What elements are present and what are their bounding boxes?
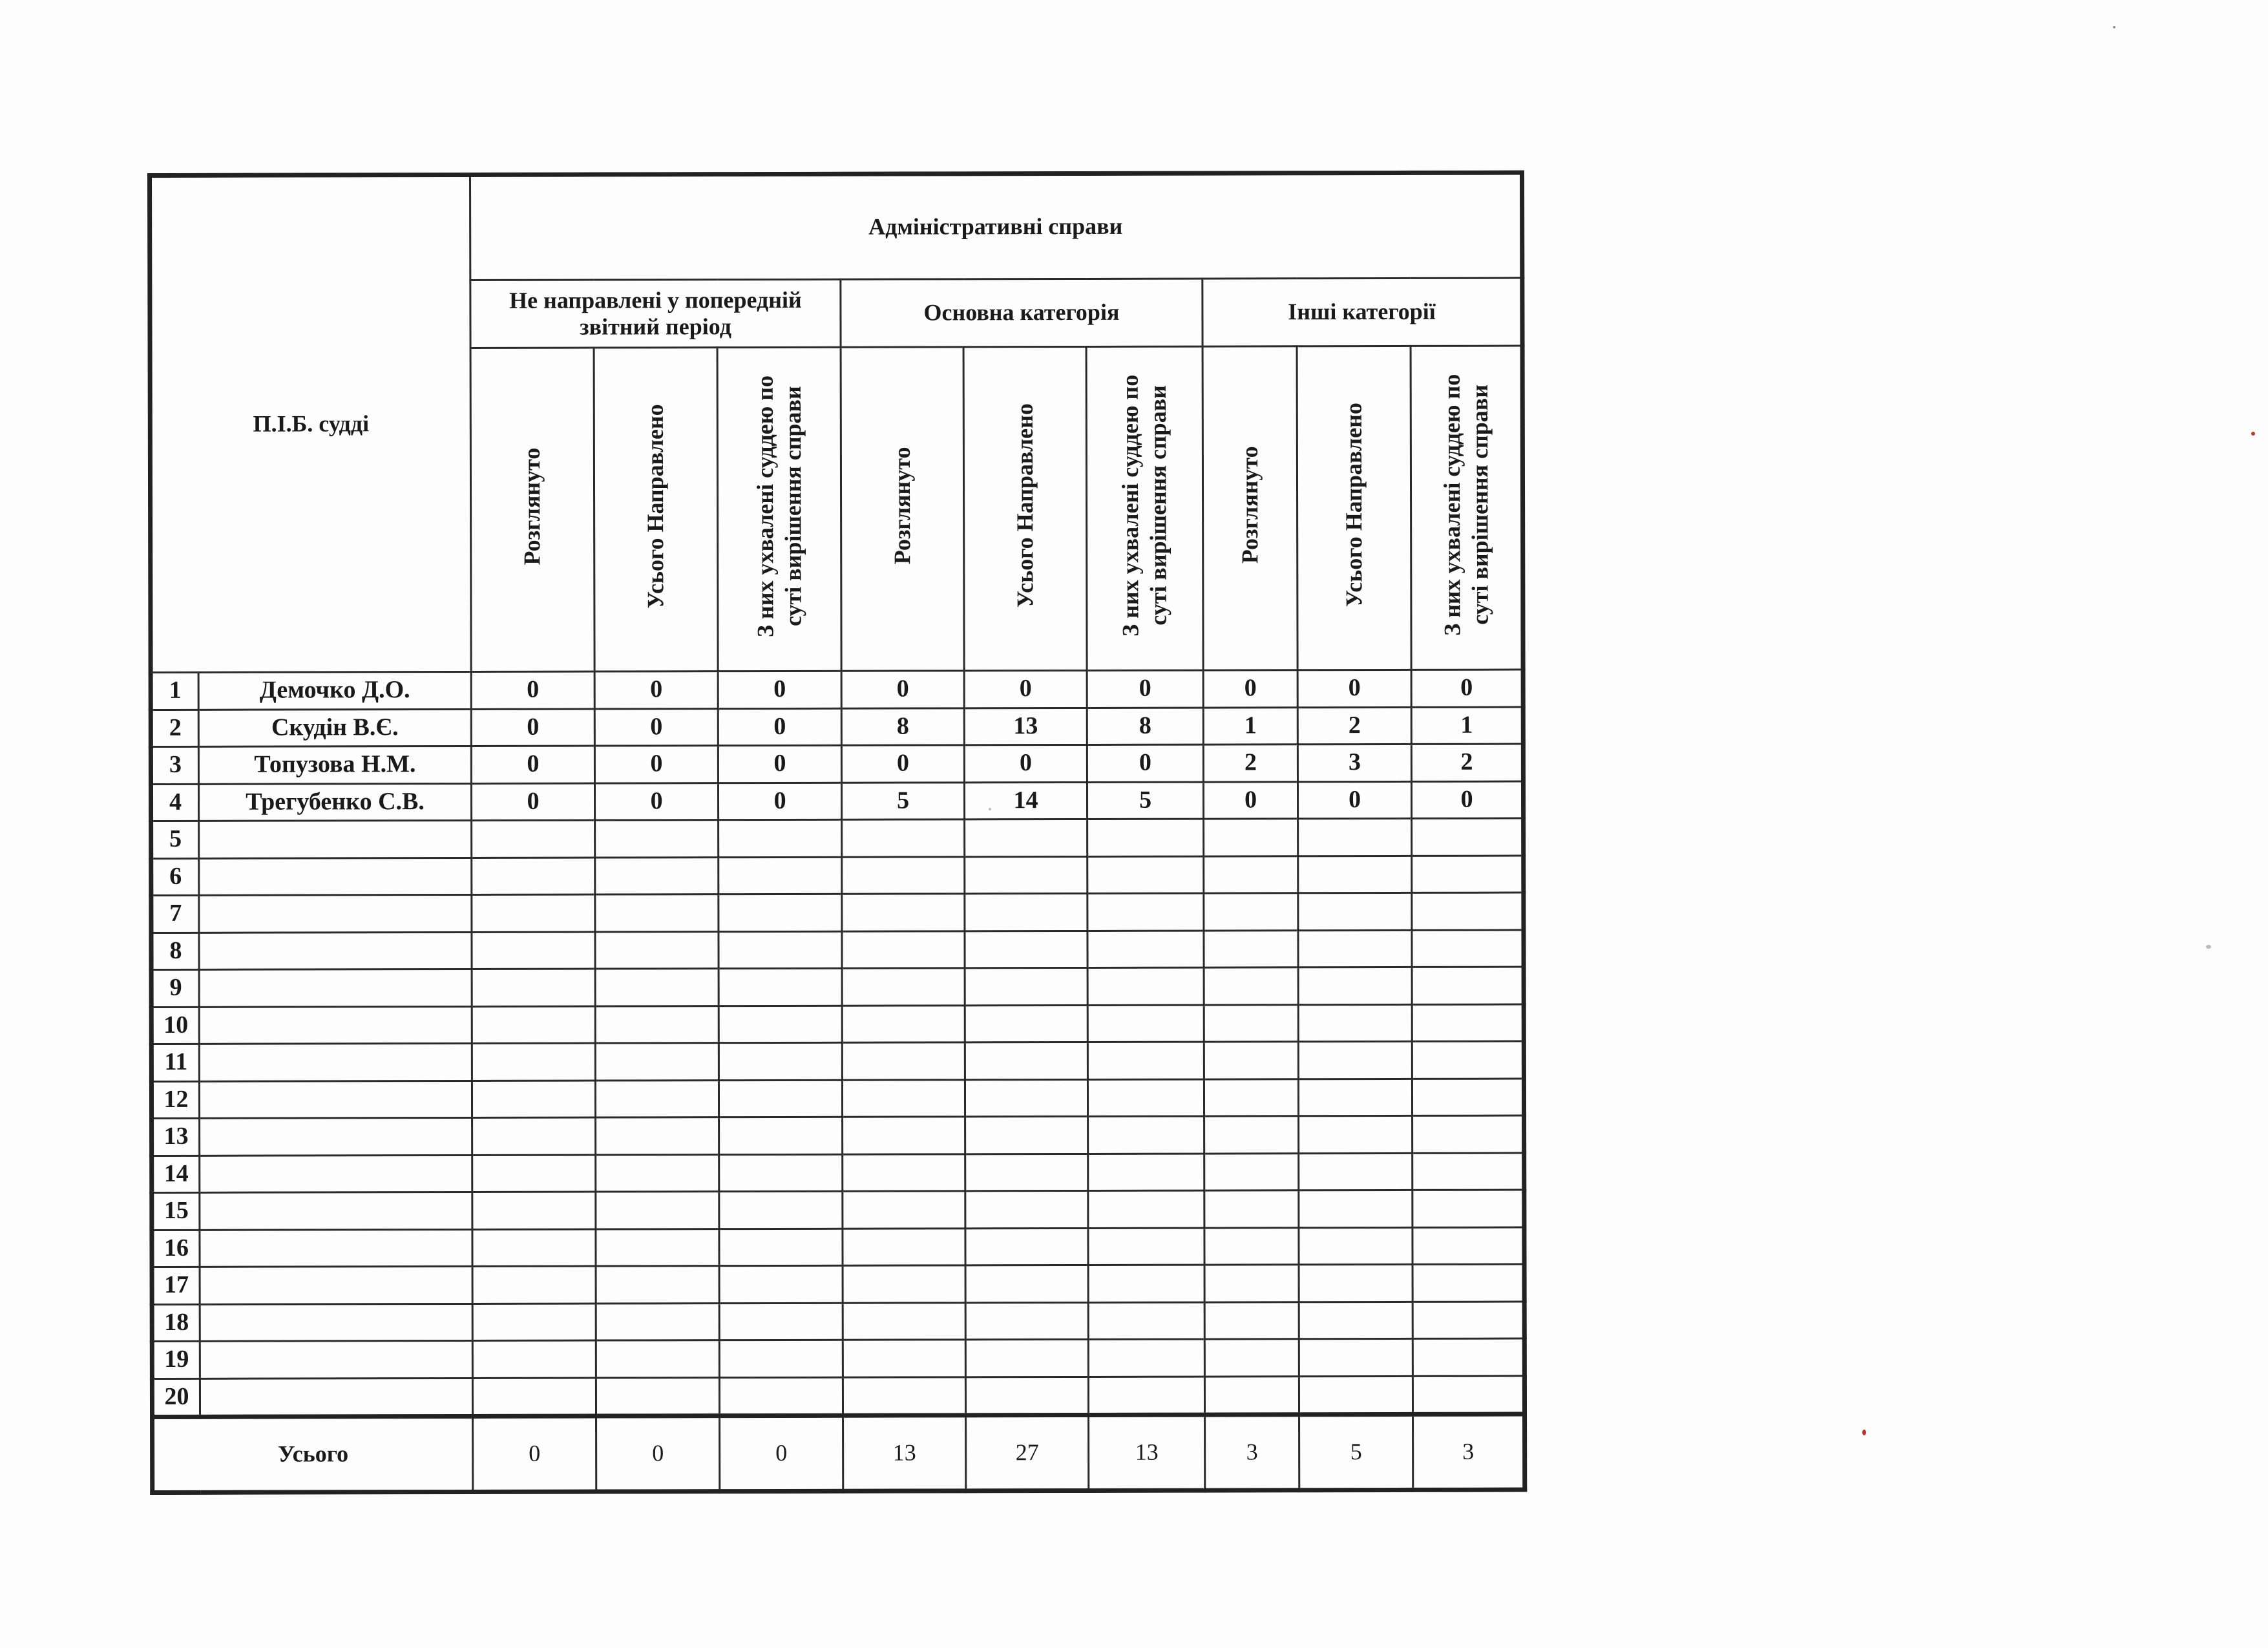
value-cell: 0 (964, 745, 1087, 782)
value-cell: 0 (1087, 670, 1203, 708)
value-cell (472, 858, 595, 895)
table-row (151, 670, 1523, 710)
value-cell (1412, 1115, 1524, 1153)
value-cell (1204, 1079, 1298, 1116)
row-number: 16 (152, 1230, 200, 1267)
value-cell: 0 (594, 708, 718, 746)
judge-name: Демочко Д.О. (198, 671, 471, 709)
row-number: 3 (151, 746, 198, 784)
value-cell (843, 1117, 965, 1154)
row-number: 2 (151, 710, 198, 747)
column-header-label: З них ухвалені суддею по суті вирішення справи (1438, 374, 1493, 636)
value-cell (719, 1006, 842, 1043)
value-cell (472, 1043, 595, 1081)
value-cell (1412, 1302, 1524, 1339)
value-cell (1412, 1079, 1524, 1116)
judge-name-header: П.І.Б. судді (150, 174, 472, 672)
value-cell: 0 (1203, 670, 1297, 708)
value-cell (1088, 1265, 1204, 1302)
value-cell (719, 1080, 842, 1117)
value-cell (719, 1265, 843, 1303)
value-cell: 0 (964, 670, 1087, 708)
judge-name (200, 1155, 472, 1192)
value-cell (965, 1116, 1088, 1154)
value-cell (842, 1005, 965, 1042)
value-cell (1298, 1004, 1412, 1042)
judge-name (199, 969, 472, 1006)
value-cell (1087, 1005, 1204, 1042)
value-cell (965, 967, 1087, 1005)
judge-name: Трегубенко С.В. (198, 783, 471, 821)
judge-name: Скудін В.Є. (198, 709, 471, 746)
column-header (470, 348, 594, 671)
judge-name (199, 820, 472, 858)
value-cell: 3 (1297, 744, 1411, 781)
row-number: 11 (151, 1044, 199, 1081)
judge-name (200, 1229, 472, 1267)
value-cell (719, 1042, 842, 1080)
value-cell (1088, 1190, 1204, 1228)
value-cell (843, 1377, 965, 1415)
value-cell (1204, 893, 1298, 931)
value-cell (1299, 1376, 1412, 1415)
table-row (151, 781, 1523, 821)
value-cell (719, 1340, 843, 1377)
value-cell: 8 (1087, 708, 1203, 745)
value-cell (1204, 1227, 1299, 1265)
value-cell (595, 1043, 719, 1081)
value-cell (1204, 930, 1298, 967)
value-cell (1204, 1042, 1298, 1079)
value-cell: 0 (594, 671, 718, 709)
table-row (152, 1302, 1524, 1342)
value-cell (1412, 1376, 1524, 1415)
value-cell (472, 969, 595, 1006)
column-header-label: Усього Направлено (1011, 403, 1038, 608)
value-cell (842, 931, 965, 968)
scan-speck (989, 808, 991, 810)
table-row (151, 707, 1523, 747)
value-cell (472, 820, 595, 858)
group-header-other-categories: Інші категорії (1202, 278, 1522, 346)
value-cell (1412, 1004, 1524, 1042)
column-header-label: Розглянуто (1236, 446, 1263, 564)
cases-report-table (147, 171, 1527, 1495)
row-number: 20 (152, 1379, 200, 1417)
value-cell (1087, 967, 1204, 1005)
value-cell (843, 1302, 965, 1340)
value-cell (1412, 1153, 1524, 1190)
value-cell (719, 894, 842, 931)
value-cell (595, 1006, 719, 1043)
value-cell (1204, 1116, 1299, 1154)
total-value: 13 (843, 1415, 966, 1491)
value-cell (1412, 1190, 1524, 1227)
total-value: 0 (473, 1416, 596, 1492)
total-value: 0 (720, 1415, 843, 1491)
judge-name (199, 1006, 472, 1044)
value-cell (1299, 1153, 1412, 1190)
value-cell (1299, 1190, 1412, 1227)
value-cell (719, 1377, 843, 1416)
value-cell (472, 1304, 596, 1341)
value-cell (595, 969, 719, 1006)
value-cell (1204, 1302, 1299, 1339)
judge-name (200, 1266, 472, 1304)
value-cell (965, 1042, 1087, 1079)
row-number: 14 (152, 1156, 200, 1193)
value-cell (472, 1340, 596, 1378)
table-row (151, 744, 1523, 784)
judge-name (199, 858, 472, 895)
value-cell (595, 931, 719, 969)
value-cell (843, 1265, 965, 1303)
value-cell: 0 (718, 671, 841, 708)
value-cell (719, 819, 842, 857)
value-cell (843, 1154, 965, 1191)
value-cell (719, 1154, 843, 1192)
value-cell (965, 1079, 1087, 1117)
value-cell (1204, 856, 1298, 893)
value-cell (719, 931, 842, 969)
value-cell (842, 1042, 965, 1080)
table-row (152, 1338, 1524, 1379)
value-cell: 8 (841, 708, 964, 745)
value-cell (596, 1266, 719, 1304)
value-cell (596, 1377, 719, 1416)
row-number: 1 (151, 672, 198, 710)
value-cell (596, 1192, 719, 1229)
group-header-not-sent: Не направлені у попередній звітний період (470, 279, 841, 348)
value-cell (1412, 930, 1524, 967)
column-header-label: Розглянуто (519, 448, 545, 565)
value-cell (1299, 1227, 1412, 1265)
table-row (151, 1041, 1524, 1081)
judge-name (199, 1081, 472, 1118)
judge-name (200, 1378, 472, 1417)
value-cell (842, 856, 965, 894)
value-cell: 2 (1297, 707, 1411, 745)
column-header-label: З них ухвалені суддею по суті вирішення справи (1117, 374, 1171, 637)
value-cell (965, 819, 1087, 856)
value-cell (965, 893, 1087, 931)
value-cell (965, 1265, 1088, 1302)
value-cell: 0 (841, 671, 964, 708)
table-row (152, 1190, 1524, 1230)
total-value: 3 (1205, 1415, 1299, 1490)
value-cell: 0 (718, 745, 841, 783)
row-number: 6 (151, 858, 199, 896)
value-cell (1298, 930, 1412, 967)
value-cell (1412, 1041, 1524, 1079)
total-row (152, 1414, 1525, 1492)
column-header-label: З них ухвалені суддею по суті вирішення справи (751, 375, 806, 637)
value-cell (595, 820, 719, 858)
value-cell (1412, 893, 1524, 930)
total-value: 0 (596, 1416, 720, 1492)
value-cell (1087, 819, 1204, 856)
column-header-label: Розглянуто (888, 447, 916, 565)
column-header (594, 348, 718, 671)
value-cell (1299, 1115, 1412, 1153)
value-cell (719, 1229, 843, 1266)
value-cell (965, 1339, 1088, 1377)
value-cell (596, 1154, 719, 1192)
judge-name (200, 1304, 472, 1341)
value-cell (719, 1191, 843, 1229)
column-header (963, 346, 1087, 670)
value-cell (1299, 1264, 1412, 1302)
value-cell (1412, 967, 1524, 1004)
value-cell (1298, 967, 1412, 1004)
table-row (151, 1004, 1524, 1044)
value-cell: 0 (718, 708, 841, 746)
row-number: 17 (152, 1267, 200, 1304)
value-cell: 5 (1087, 782, 1203, 819)
value-cell: 0 (1297, 670, 1411, 707)
value-cell (843, 1340, 965, 1377)
value-cell: 14 (964, 782, 1087, 819)
value-cell (1087, 1079, 1204, 1117)
value-cell (719, 1303, 843, 1340)
header-title-row (150, 173, 1522, 280)
value-cell (1088, 1339, 1204, 1377)
value-cell (472, 1155, 596, 1192)
value-cell (1088, 1302, 1204, 1340)
value-cell (1412, 1264, 1524, 1302)
total-value: 3 (1413, 1414, 1525, 1490)
value-cell (1204, 1004, 1298, 1042)
value-cell: 0 (471, 671, 594, 709)
table-row (152, 1227, 1524, 1267)
column-header (717, 347, 841, 671)
value-cell (965, 856, 1087, 894)
value-cell (1412, 1338, 1524, 1376)
value-cell (595, 894, 719, 932)
column-header (841, 347, 964, 671)
value-cell (843, 1191, 965, 1229)
value-cell (1087, 893, 1204, 931)
judge-name (199, 894, 472, 932)
table-row (152, 1115, 1524, 1156)
value-cell (1204, 967, 1298, 1005)
row-number: 18 (152, 1304, 200, 1342)
column-header-label: Усього Направлено (1340, 403, 1367, 607)
row-number: 13 (152, 1118, 200, 1156)
value-cell (472, 1229, 596, 1267)
row-number: 12 (151, 1081, 199, 1119)
value-cell (472, 932, 595, 969)
value-cell: 0 (1087, 745, 1203, 782)
judge-name: Топузова Н.М. (198, 746, 471, 783)
judge-name (200, 1117, 472, 1155)
value-cell (472, 1192, 596, 1229)
value-cell: 1 (1411, 707, 1523, 745)
value-cell (719, 857, 842, 894)
value-cell (965, 1302, 1088, 1340)
value-cell: 2 (1411, 744, 1523, 781)
value-cell (842, 968, 965, 1006)
column-header (1202, 346, 1297, 670)
value-cell: 0 (1297, 781, 1411, 819)
table-row (152, 1376, 1524, 1417)
total-value: 5 (1299, 1414, 1413, 1490)
value-cell (1299, 1302, 1412, 1339)
value-cell: 0 (471, 709, 594, 746)
value-cell (842, 819, 965, 857)
value-cell (965, 1377, 1088, 1415)
table-row (151, 856, 1524, 896)
group-header-main-category: Основна категорія (841, 279, 1202, 347)
row-number: 8 (151, 933, 199, 970)
value-cell (843, 1228, 965, 1265)
value-cell (1088, 1116, 1204, 1154)
value-cell (842, 1079, 965, 1117)
value-cell (596, 1303, 719, 1340)
row-number: 4 (151, 784, 198, 821)
value-cell: 1 (1203, 707, 1297, 745)
row-number: 10 (151, 1007, 199, 1044)
value-cell (965, 1005, 1087, 1042)
value-cell (472, 1378, 596, 1417)
value-cell (1204, 1153, 1299, 1190)
table-row (151, 818, 1524, 858)
value-cell (472, 1266, 596, 1304)
value-cell: 0 (841, 745, 964, 783)
value-cell (596, 1340, 719, 1378)
value-cell (1298, 818, 1412, 856)
scan-speck (1862, 1430, 1866, 1435)
value-cell: 2 (1203, 745, 1297, 782)
value-cell: 0 (594, 783, 718, 820)
column-header (1411, 346, 1523, 670)
column-header-label: Усього Направлено (642, 404, 669, 609)
value-cell (472, 1081, 595, 1118)
table-row (151, 1079, 1524, 1119)
value-cell (965, 1154, 1088, 1191)
total-label: Усього (152, 1416, 473, 1492)
value-cell (1204, 1265, 1299, 1302)
table-row (151, 930, 1524, 970)
row-number: 7 (151, 895, 199, 933)
scan-speck (2113, 26, 2116, 28)
value-cell (719, 968, 842, 1006)
value-cell (1298, 893, 1412, 930)
table-row (152, 1264, 1524, 1304)
value-cell (1088, 1154, 1204, 1191)
value-cell (595, 1080, 719, 1117)
value-cell (472, 894, 595, 932)
value-cell (965, 931, 1087, 968)
row-number: 5 (151, 821, 199, 858)
value-cell (1204, 1190, 1299, 1228)
value-cell (472, 1006, 595, 1044)
value-cell (1298, 856, 1412, 893)
table-title: Адміністративні справи (470, 173, 1522, 280)
value-cell (1204, 819, 1298, 856)
value-cell: 0 (1411, 670, 1523, 707)
value-cell (1412, 856, 1524, 893)
value-cell (1298, 1079, 1412, 1116)
value-cell: 5 (841, 782, 964, 819)
value-cell (1412, 1227, 1524, 1265)
value-cell: 13 (964, 708, 1087, 745)
value-cell: 0 (471, 783, 594, 821)
total-value: 13 (1089, 1415, 1205, 1490)
column-header (1297, 346, 1411, 670)
table-row (151, 967, 1524, 1007)
scan-speck (2251, 432, 2255, 436)
value-cell: 0 (594, 746, 718, 783)
column-header (1086, 346, 1203, 670)
judge-name (199, 932, 472, 969)
value-cell (1204, 1376, 1299, 1415)
total-value: 27 (966, 1415, 1089, 1490)
value-cell (1087, 1042, 1204, 1079)
value-cell (842, 894, 965, 931)
table-row (152, 1153, 1524, 1193)
value-cell (1299, 1338, 1412, 1376)
judge-name (199, 1043, 472, 1081)
value-cell (595, 857, 719, 894)
judge-name (200, 1340, 472, 1378)
value-cell: 0 (1203, 781, 1297, 819)
value-cell (472, 1117, 596, 1155)
value-cell: 0 (471, 746, 594, 783)
scan-speck (2206, 945, 2211, 949)
value-cell: 0 (718, 783, 841, 820)
value-cell (1298, 1041, 1412, 1079)
value-cell (596, 1117, 719, 1155)
value-cell (965, 1228, 1088, 1265)
value-cell (719, 1117, 843, 1154)
value-cell (1087, 931, 1204, 968)
value-cell (1087, 856, 1204, 894)
value-cell (965, 1190, 1088, 1228)
value-cell (1204, 1339, 1299, 1377)
value-cell (1088, 1377, 1204, 1415)
row-number: 9 (151, 969, 199, 1007)
table-row (151, 893, 1524, 933)
value-cell (1088, 1228, 1204, 1265)
judge-name (200, 1192, 472, 1229)
row-number: 15 (152, 1192, 200, 1230)
value-cell: 0 (1411, 781, 1523, 819)
row-number: 19 (152, 1341, 200, 1379)
value-cell (1412, 818, 1524, 856)
value-cell (596, 1229, 719, 1266)
